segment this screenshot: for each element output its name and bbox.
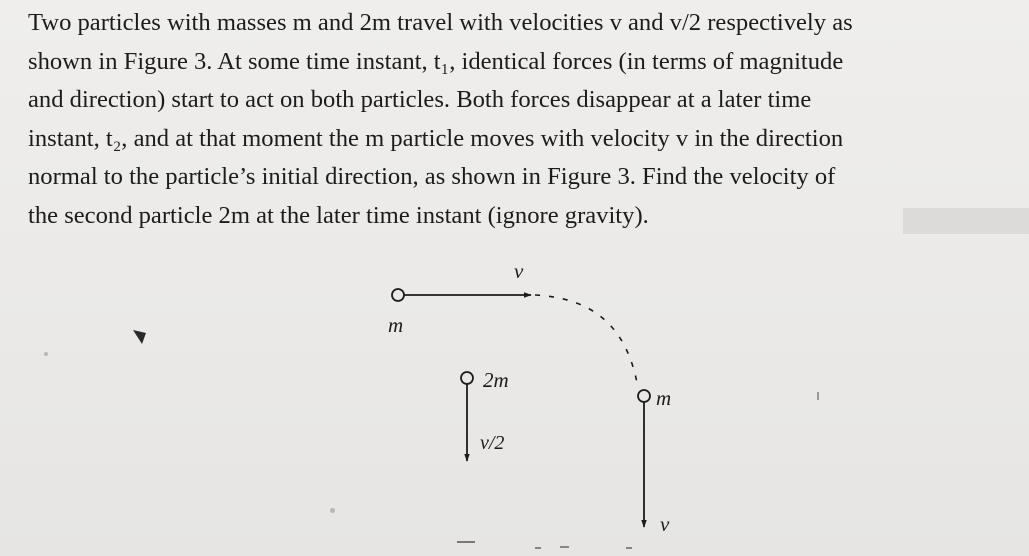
particle-m-initial-circle	[392, 289, 404, 301]
particle-m-initial	[388, 259, 531, 337]
paper-speck-1	[44, 352, 48, 356]
velocity-v-half-label: v/2	[480, 432, 505, 454]
problem-line-5: normal to the particle’s initial direction, as shown in Figure 3. Find the velocity of	[28, 163, 836, 190]
particle-m-final-label: m	[656, 386, 672, 410]
problem-line-3: and direction) start to act on both particles. Both forces disappear at a later time	[28, 86, 812, 113]
problem-line-1: Two particles with masses m and 2m travel with velocities v and v/2 respectively as	[28, 9, 853, 36]
problem-line-2: shown in Figure 3. At some time instant, t₁, identical forces (in terms of magnitude	[28, 47, 844, 75]
paper-speck-2	[330, 508, 335, 513]
particle-2m-circle	[461, 372, 473, 384]
velocity-v-label-top: v	[514, 259, 524, 283]
problem-line-6: the second particle 2m at the later time instant (ignore gravity).	[28, 201, 649, 229]
stray-arrow-mark	[133, 330, 146, 344]
particle-m-initial-label: m	[388, 313, 404, 337]
particle-m-final	[638, 386, 671, 536]
velocity-v-label-bottom: v	[660, 512, 670, 536]
trajectory-dashed-curve	[535, 295, 638, 388]
problem-line-4: instant, t₂, and at that moment the m particle moves with velocity v in the direction	[28, 124, 844, 152]
particle-m-final-circle	[638, 390, 650, 402]
particle-2m-label: 2m	[483, 368, 509, 392]
particle-2m	[461, 368, 509, 461]
